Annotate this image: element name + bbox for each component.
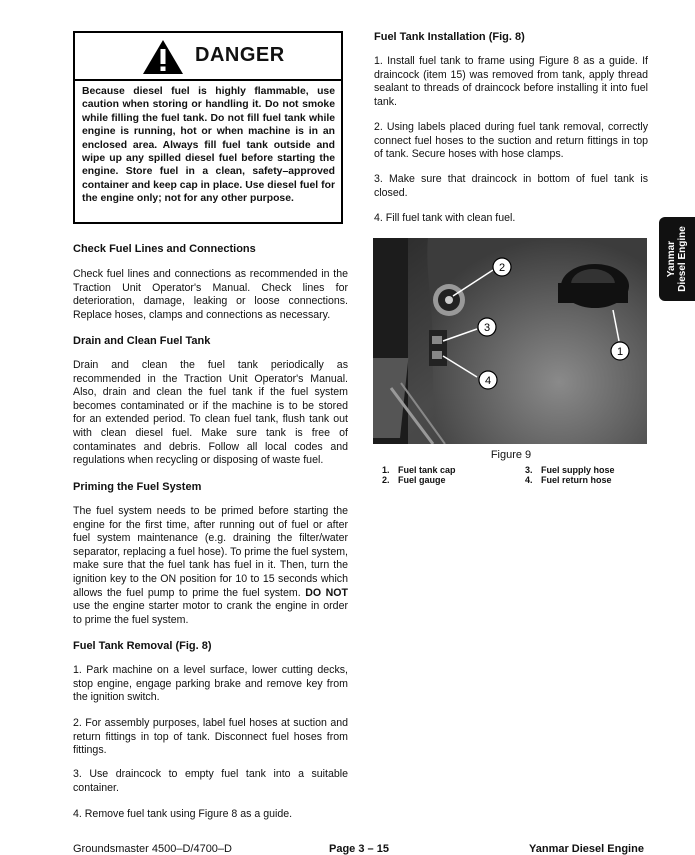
priming-heading: Priming the Fuel System bbox=[73, 481, 202, 493]
svg-text:1: 1 bbox=[616, 346, 624, 358]
removal-heading: Fuel Tank Removal (Fig. 8) bbox=[73, 640, 212, 652]
drain-tank-heading: Drain and Clean Fuel Tank bbox=[73, 335, 211, 347]
removal-step: 4. Remove fuel tank using Figure 8 as a guide. bbox=[73, 808, 293, 820]
svg-text:4: 4 bbox=[484, 375, 492, 387]
removal-step: 1. Park machine on a level surface, lower cutting decks, stop engine, engage parking brake and remove key from the ignition switch. bbox=[73, 664, 348, 704]
side-tab-label: Yanmar Diesel Engine bbox=[666, 226, 688, 292]
danger-heading: DANGER bbox=[195, 44, 285, 66]
callout-4 bbox=[479, 371, 497, 389]
check-fuel-lines-heading: Check Fuel Lines and Connections bbox=[73, 243, 256, 255]
figure-9-photo bbox=[373, 238, 647, 444]
installation-step: 1. Install fuel tank to frame using Figure 8 as a guide. If draincock (item 15) was removed from tank, apply thread sealant to threads of draincock before installing it into fuel tank. bbox=[374, 55, 648, 108]
footer-section: Yanmar Diesel Engine bbox=[529, 843, 644, 855]
installation-step: 4. Fill fuel tank with clean fuel. bbox=[374, 212, 516, 224]
installation-step: 3. Make sure that draincock in bottom of fuel tank is closed. bbox=[374, 173, 648, 199]
svg-text:3: 3 bbox=[483, 322, 491, 334]
removal-step: 3. Use draincock to empty fuel tank into a suitable container. bbox=[73, 768, 348, 794]
figure-caption: Figure 9 bbox=[490, 449, 532, 461]
legend-item: 3. Fuel supply hose bbox=[525, 465, 615, 475]
footer-model: Groundsmaster 4500–D/4700–D bbox=[73, 843, 232, 855]
installation-step: 2. Using labels placed during fuel tank removal, correctly connect fuel hoses to the suction and return fittings in top of tank. Secure hoses with hose clamps. bbox=[374, 121, 648, 161]
check-fuel-lines-text: Check fuel lines and connections as recommended in the Traction Unit Operator's Manual. Check lines for deterioration, damage, leaking or loose connections. Replace hoses, clamps and connections as necessary. bbox=[73, 268, 348, 321]
danger-header bbox=[75, 33, 341, 81]
priming-text-a: The fuel system needs to be primed before starting the engine for the first time, after running out of fuel or after fuel system maintenance (e.g. draining the filter/water separator, replacing a fuel hose). To prime the fuel system, make sure that the fuel tank has fuel in it. Then, turn the ignition key to the ON position for 10 to 15 seconds which allows the fuel pump to prime the fuel system. bbox=[73, 505, 348, 599]
callout-3 bbox=[478, 318, 496, 336]
danger-box bbox=[73, 31, 343, 224]
danger-text: Because diesel fuel is highly flammable, use caution when storing or handling it. Do not smoke while filling the fuel tank. Do not fill fuel tank while engine is running, hot or when machine is in an enclosed area. Always fill fuel tank outside and wipe up any spilled diesel fuel before starting the engine. Store fuel in a clean, safety–approved container and keep cap in place. Use diesel fuel for the engine only; not for any other purpose. bbox=[82, 86, 335, 205]
svg-text:2: 2 bbox=[498, 262, 506, 274]
footer-page-number: Page 3 – 15 bbox=[329, 843, 389, 855]
installation-heading: Fuel Tank Installation (Fig. 8) bbox=[374, 31, 525, 43]
section-side-tab bbox=[659, 217, 695, 301]
legend-item: 1. Fuel tank cap bbox=[382, 465, 456, 475]
legend-item: 4. Fuel return hose bbox=[525, 475, 612, 485]
priming-text-bold: DO NOT bbox=[305, 586, 348, 599]
removal-step: 2. For assembly purposes, label fuel hoses at suction and return fittings in top of tank. Disconnect fuel hoses from fittings. bbox=[73, 717, 348, 757]
priming-text bbox=[73, 505, 348, 627]
warning-triangle-icon bbox=[142, 39, 184, 75]
priming-text-b: use the engine starter motor to crank the engine in order to prime the fuel system. bbox=[73, 600, 348, 626]
legend-item: 2. Fuel gauge bbox=[382, 475, 446, 485]
callout-1 bbox=[611, 342, 629, 360]
callout-2 bbox=[493, 258, 511, 276]
drain-tank-text: Drain and clean the fuel tank periodically as recommended in the Traction Unit Operator's Manual. Also, drain and clean the fuel tank if the fuel system becomes contaminated or if the machine is to be stored for an extended period. To clean fuel tank, flush tank out with clean diesel fuel. Make sure tank is free of contaminates and debris. Follow all local codes and regulations when recycling or disposing of waste fuel. bbox=[73, 359, 348, 467]
